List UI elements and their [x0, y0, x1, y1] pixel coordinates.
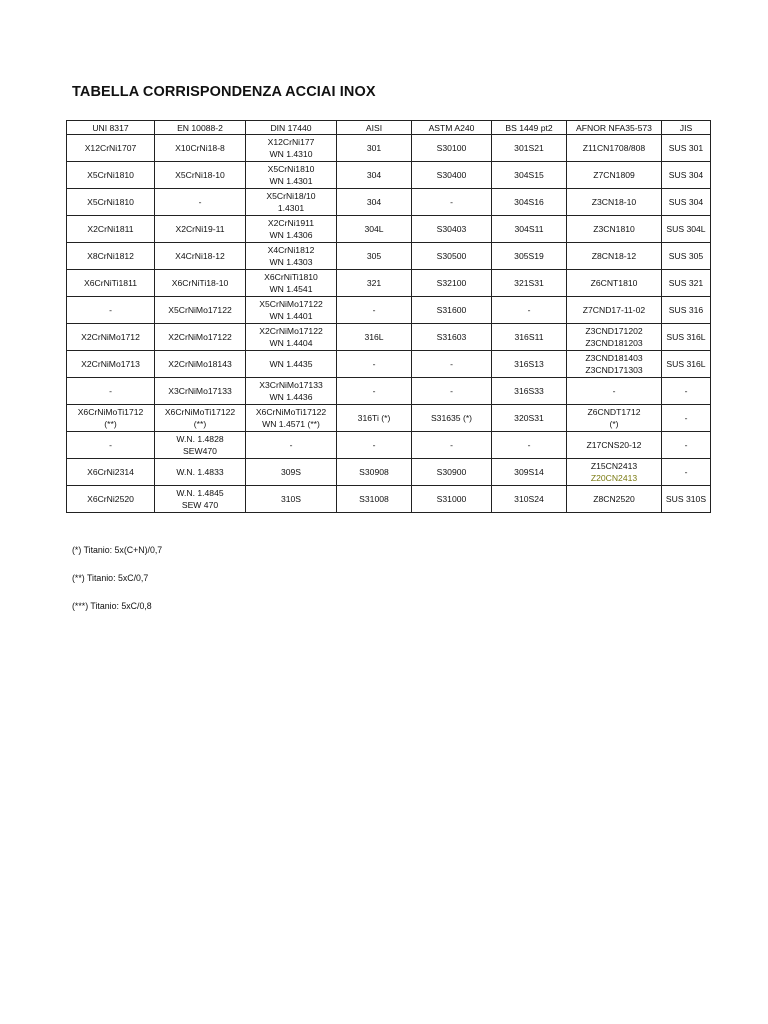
cell-line: X2CrNiMo17122 — [168, 332, 232, 342]
cell-astm — [412, 351, 492, 378]
cell-line: Z7CN1809 — [593, 170, 635, 180]
cell-din — [246, 297, 337, 324]
cell-afnor — [567, 486, 662, 513]
column-header-jis: JIS — [662, 121, 711, 135]
cell-line: - — [450, 197, 453, 207]
column-header-bs: BS 1449 pt2 — [492, 121, 567, 135]
cell-line: 309S14 — [514, 467, 544, 477]
cell-line: X5CrNi1810 — [267, 164, 315, 174]
cell-astm — [412, 135, 492, 162]
cell-bs — [492, 324, 567, 351]
cell-uni — [67, 351, 155, 378]
cell-jis — [662, 432, 711, 459]
cell-line: X4CrNi18-12 — [175, 251, 225, 261]
cell-line: WN 1.4404 — [269, 338, 313, 348]
cell-uni — [67, 189, 155, 216]
cell-line: 1.4301 — [277, 203, 305, 213]
cell-uni — [67, 432, 155, 459]
cell-line: SUS 304L — [666, 224, 706, 234]
cell-line: X6CrNiMoTi17122 — [255, 407, 327, 417]
cell-line: Z20CN2413 — [590, 473, 638, 483]
cell-line: X2CrNi1911 — [267, 218, 315, 228]
cell-afnor — [567, 135, 662, 162]
cell-en — [155, 243, 246, 270]
cell-jis — [662, 324, 711, 351]
cell-line: 304S15 — [514, 170, 544, 180]
cell-line: X2CrNi1811 — [87, 224, 134, 234]
cell-line: S31008 — [359, 494, 389, 504]
table-row — [67, 378, 711, 405]
cell-astm — [412, 216, 492, 243]
cell-bs — [492, 486, 567, 513]
column-header-uni: UNI 8317 — [67, 121, 155, 135]
cell-line: 316L — [364, 332, 384, 342]
cell-line: X12CrNi177 — [267, 137, 315, 147]
cell-jis — [662, 270, 711, 297]
cell-line: X3CrNiMo17133 — [259, 380, 323, 390]
table-row — [67, 351, 711, 378]
cell-uni — [67, 297, 155, 324]
cell-line: (**) — [104, 419, 117, 429]
cell-line: 316S11 — [514, 332, 544, 342]
table-row — [67, 405, 711, 432]
cell-line: WN 1.4306 — [269, 230, 313, 240]
cell-line: SUS 304 — [668, 170, 704, 180]
cell-uni — [67, 135, 155, 162]
cell-jis — [662, 405, 711, 432]
cell-afnor — [567, 297, 662, 324]
cell-line: S30500 — [436, 251, 467, 261]
cell-line: 304 — [366, 197, 382, 207]
cell-line: S31000 — [436, 494, 467, 504]
cell-line: SUS 305 — [668, 251, 704, 261]
cell-line: W.N. 1.4845 — [176, 488, 224, 498]
cell-line: S31600 — [436, 305, 467, 315]
cell-line: WN 1.4303 — [269, 257, 313, 267]
cell-afnor — [567, 405, 662, 432]
cell-line: - — [612, 386, 616, 396]
cell-aisi — [337, 351, 412, 378]
cell-uni — [67, 162, 155, 189]
cell-line: - — [684, 386, 688, 396]
table-row — [67, 486, 711, 513]
cell-line: - — [289, 440, 293, 450]
cell-line: - — [109, 440, 112, 450]
column-header-en: EN 10088-2 — [155, 121, 246, 135]
table-row — [67, 324, 711, 351]
column-header-aisi: AISI — [337, 121, 412, 135]
cell-afnor — [567, 378, 662, 405]
cell-din — [246, 378, 337, 405]
cell-line: Z6CNDT1712 — [587, 407, 641, 417]
cell-afnor — [567, 189, 662, 216]
cell-astm — [412, 324, 492, 351]
cell-uni — [67, 486, 155, 513]
cell-line: - — [372, 359, 376, 369]
cell-line: S30400 — [436, 170, 467, 180]
cell-jis — [662, 135, 711, 162]
cell-line: SEW470 — [183, 446, 217, 456]
cell-aisi — [337, 459, 412, 486]
cell-line: Z7CND17-11-02 — [582, 305, 646, 315]
cell-din — [246, 324, 337, 351]
cell-astm — [412, 243, 492, 270]
cell-line: W.N. 1.4833 — [176, 467, 224, 477]
cell-line: SUS 316L — [666, 359, 706, 369]
cell-line: X5CrNi18-10 — [175, 170, 225, 180]
table-row — [67, 432, 711, 459]
cell-line: Z3CND181203 — [585, 338, 643, 348]
cell-aisi — [337, 324, 412, 351]
cell-en — [155, 405, 246, 432]
cell-aisi — [337, 135, 412, 162]
cell-line: X2CrNiMo17122 — [259, 326, 323, 336]
cell-line: X6CrNiMoTi17122 — [164, 407, 236, 417]
cell-line: S30100 — [436, 143, 467, 153]
cell-line: X8CrNi1812 — [87, 251, 134, 261]
cell-din — [246, 135, 337, 162]
cell-line: X5CrNi1810 — [87, 170, 134, 180]
cell-line: X12CrNi1707 — [84, 143, 137, 153]
cell-line: Z3CN18-10 — [591, 197, 637, 207]
steel-correspondence-table — [66, 120, 711, 513]
cell-line: 316Ti (*) — [357, 413, 391, 423]
cell-aisi — [337, 432, 412, 459]
cell-en — [155, 378, 246, 405]
cell-aisi — [337, 189, 412, 216]
cell-line: - — [372, 305, 376, 315]
cell-bs — [492, 405, 567, 432]
cell-aisi — [337, 378, 412, 405]
cell-line: 310S24 — [514, 494, 544, 504]
cell-astm — [412, 270, 492, 297]
cell-line: - — [450, 386, 453, 396]
cell-line: 320S31 — [514, 413, 544, 423]
cell-bs — [492, 351, 567, 378]
cell-aisi — [337, 297, 412, 324]
cell-afnor — [567, 459, 662, 486]
cell-line: X5CrNi18/10 — [266, 191, 316, 201]
cell-en — [155, 459, 246, 486]
table-row — [67, 216, 711, 243]
column-header-din: DIN 17440 — [246, 121, 337, 135]
cell-line: X6CrNi2520 — [87, 494, 134, 504]
cell-afnor — [567, 324, 662, 351]
cell-din — [246, 162, 337, 189]
cell-line: X2CrNi19-11 — [175, 224, 225, 234]
cell-jis — [662, 378, 711, 405]
cell-line: - — [527, 305, 531, 315]
cell-line: - — [684, 467, 688, 477]
cell-line: X3CrNiMo17133 — [168, 386, 232, 396]
cell-en — [155, 270, 246, 297]
cell-bs — [492, 378, 567, 405]
table-row — [67, 459, 711, 486]
cell-line: 305 — [366, 251, 382, 261]
table-body — [67, 135, 711, 513]
cell-line: - — [109, 305, 112, 315]
cell-bs — [492, 189, 567, 216]
cell-line: WN 1.4301 — [269, 176, 313, 186]
cell-line: Z8CN18-12 — [591, 251, 637, 261]
footnote-single-asterisk: (*) Titanio: 5x(C+N)/0,7 — [72, 545, 163, 555]
cell-astm — [412, 459, 492, 486]
cell-jis — [662, 162, 711, 189]
cell-aisi — [337, 216, 412, 243]
column-header-afnor: AFNOR NFA35-573 — [567, 121, 662, 135]
table-row — [67, 270, 711, 297]
cell-jis — [662, 351, 711, 378]
cell-jis — [662, 216, 711, 243]
cell-aisi — [337, 162, 412, 189]
cell-aisi — [337, 405, 412, 432]
cell-line: 321S31 — [514, 278, 544, 288]
cell-bs — [492, 432, 567, 459]
cell-din — [246, 351, 337, 378]
cell-line: Z3CND171202 — [585, 326, 643, 336]
cell-en — [155, 297, 246, 324]
cell-astm — [412, 297, 492, 324]
cell-en — [155, 486, 246, 513]
cell-uni — [67, 378, 155, 405]
cell-line: Z3CND181403 — [585, 353, 643, 363]
cell-line: - — [109, 386, 112, 396]
cell-uni — [67, 324, 155, 351]
cell-bs — [492, 135, 567, 162]
cell-line: X6CrNiTi1810 — [264, 272, 318, 282]
cell-line: SUS 316L — [666, 332, 706, 342]
cell-jis — [662, 297, 711, 324]
column-header-astm: ASTM A240 — [412, 121, 492, 135]
cell-line: S31635 (*) — [430, 413, 473, 423]
cell-line: X5CrNiMo17122 — [259, 299, 323, 309]
cell-line: - — [684, 440, 688, 450]
cell-afnor — [567, 270, 662, 297]
cell-line: S30403 — [436, 224, 467, 234]
cell-uni — [67, 243, 155, 270]
cell-afnor — [567, 243, 662, 270]
cell-line: SUS 321 — [668, 278, 704, 288]
cell-line: SUS 310S — [665, 494, 707, 504]
table-header-row — [67, 121, 711, 135]
cell-jis — [662, 459, 711, 486]
cell-line: 316S13 — [514, 359, 544, 369]
cell-bs — [492, 216, 567, 243]
cell-line: Z6CNT1810 — [590, 278, 638, 288]
cell-line: X6CrNiMoTi1712 — [77, 407, 144, 417]
cell-line: 304S16 — [514, 197, 544, 207]
page-title: TABELLA CORRISPONDENZA ACCIAI INOX — [72, 84, 376, 100]
cell-uni — [67, 405, 155, 432]
cell-bs — [492, 162, 567, 189]
cell-afnor — [567, 162, 662, 189]
cell-line: S32100 — [436, 278, 467, 288]
cell-astm — [412, 378, 492, 405]
cell-line: 309S — [280, 467, 302, 477]
cell-en — [155, 216, 246, 243]
cell-line: - — [450, 359, 453, 369]
cell-din — [246, 486, 337, 513]
table-row — [67, 297, 711, 324]
cell-line: - — [684, 413, 688, 423]
cell-uni — [67, 270, 155, 297]
cell-line: SUS 304 — [668, 197, 704, 207]
cell-astm — [412, 432, 492, 459]
cell-line: Z15CN2413 — [590, 461, 638, 471]
table-row — [67, 243, 711, 270]
cell-en — [155, 351, 246, 378]
cell-en — [155, 135, 246, 162]
cell-line: - — [372, 386, 376, 396]
cell-line: SUS 301 — [668, 143, 704, 153]
cell-line: Z3CND171303 — [585, 365, 643, 375]
cell-en — [155, 162, 246, 189]
cell-din — [246, 270, 337, 297]
cell-bs — [492, 297, 567, 324]
cell-line: X6CrNiTi1811 — [83, 278, 137, 288]
cell-line: S31603 — [436, 332, 467, 342]
cell-line: X2CrNiMo1712 — [81, 332, 140, 342]
cell-en — [155, 189, 246, 216]
cell-line: 304 — [366, 170, 382, 180]
cell-din — [246, 405, 337, 432]
cell-uni — [67, 216, 155, 243]
cell-din — [246, 243, 337, 270]
cell-aisi — [337, 486, 412, 513]
cell-line: 316S33 — [514, 386, 544, 396]
cell-line: WN 1.4401 — [269, 311, 313, 321]
cell-line: W.N. 1.4828 — [176, 434, 224, 444]
cell-line: X5CrNi1810 — [87, 197, 134, 207]
cell-line: X4CrNi1812 — [267, 245, 315, 255]
cell-astm — [412, 189, 492, 216]
cell-line: 304S11 — [514, 224, 544, 234]
cell-astm — [412, 162, 492, 189]
cell-line: SUS 316 — [668, 305, 704, 315]
cell-afnor — [567, 351, 662, 378]
cell-afnor — [567, 216, 662, 243]
cell-line: - — [450, 440, 453, 450]
cell-line: - — [527, 440, 531, 450]
cell-line: 305S19 — [514, 251, 544, 261]
cell-line: 301S21 — [514, 143, 544, 153]
cell-jis — [662, 486, 711, 513]
cell-line: S30908 — [359, 467, 389, 477]
cell-line: WN 1.4310 — [269, 149, 313, 159]
cell-aisi — [337, 243, 412, 270]
cell-aisi — [337, 270, 412, 297]
cell-line: WN 1.4571 (**) — [262, 419, 320, 429]
cell-line: Z17CNS20-12 — [586, 440, 642, 450]
cell-line: X5CrNiMo17122 — [168, 305, 232, 315]
cell-line: 304L — [364, 224, 384, 234]
cell-line: - — [198, 197, 202, 207]
cell-din — [246, 459, 337, 486]
cell-jis — [662, 189, 711, 216]
cell-uni — [67, 459, 155, 486]
cell-astm — [412, 486, 492, 513]
cell-jis — [662, 243, 711, 270]
cell-line: - — [372, 440, 376, 450]
cell-bs — [492, 459, 567, 486]
cell-line: 310S — [280, 494, 302, 504]
cell-en — [155, 324, 246, 351]
cell-en — [155, 432, 246, 459]
cell-bs — [492, 270, 567, 297]
cell-din — [246, 432, 337, 459]
cell-line: Z8CN2520 — [593, 494, 635, 504]
table-row — [67, 162, 711, 189]
cell-line: WN 1.4435 — [269, 359, 313, 369]
cell-line: Z11CN1708/808 — [582, 143, 646, 153]
cell-line: X2CrNiMo1713 — [81, 359, 140, 369]
footnote-double-asterisk: (**) Titanio: 5xC/0,7 — [72, 573, 149, 583]
cell-line: 321 — [366, 278, 382, 288]
cell-line: X6CrNi2314 — [87, 467, 134, 477]
cell-bs — [492, 243, 567, 270]
cell-line: Z3CN1810 — [593, 224, 635, 234]
cell-line: WN 1.4436 — [269, 392, 313, 402]
cell-line: S30900 — [436, 467, 467, 477]
cell-din — [246, 216, 337, 243]
cell-line: (**) — [193, 419, 207, 429]
cell-din — [246, 189, 337, 216]
table-row — [67, 135, 711, 162]
cell-line: WN 1.4541 — [269, 284, 313, 294]
cell-line: 301 — [366, 143, 382, 153]
table-row — [67, 189, 711, 216]
cell-line: SEW 470 — [181, 500, 219, 510]
cell-line: (*) — [609, 419, 619, 429]
cell-line: X10CrNi18-8 — [175, 143, 225, 153]
cell-astm — [412, 405, 492, 432]
cell-line: X6CrNiTi18-10 — [171, 278, 229, 288]
cell-line: X2CrNiMo18143 — [168, 359, 232, 369]
footnote-triple-asterisk: (***) Titanio: 5xC/0,8 — [72, 601, 152, 611]
cell-afnor — [567, 432, 662, 459]
